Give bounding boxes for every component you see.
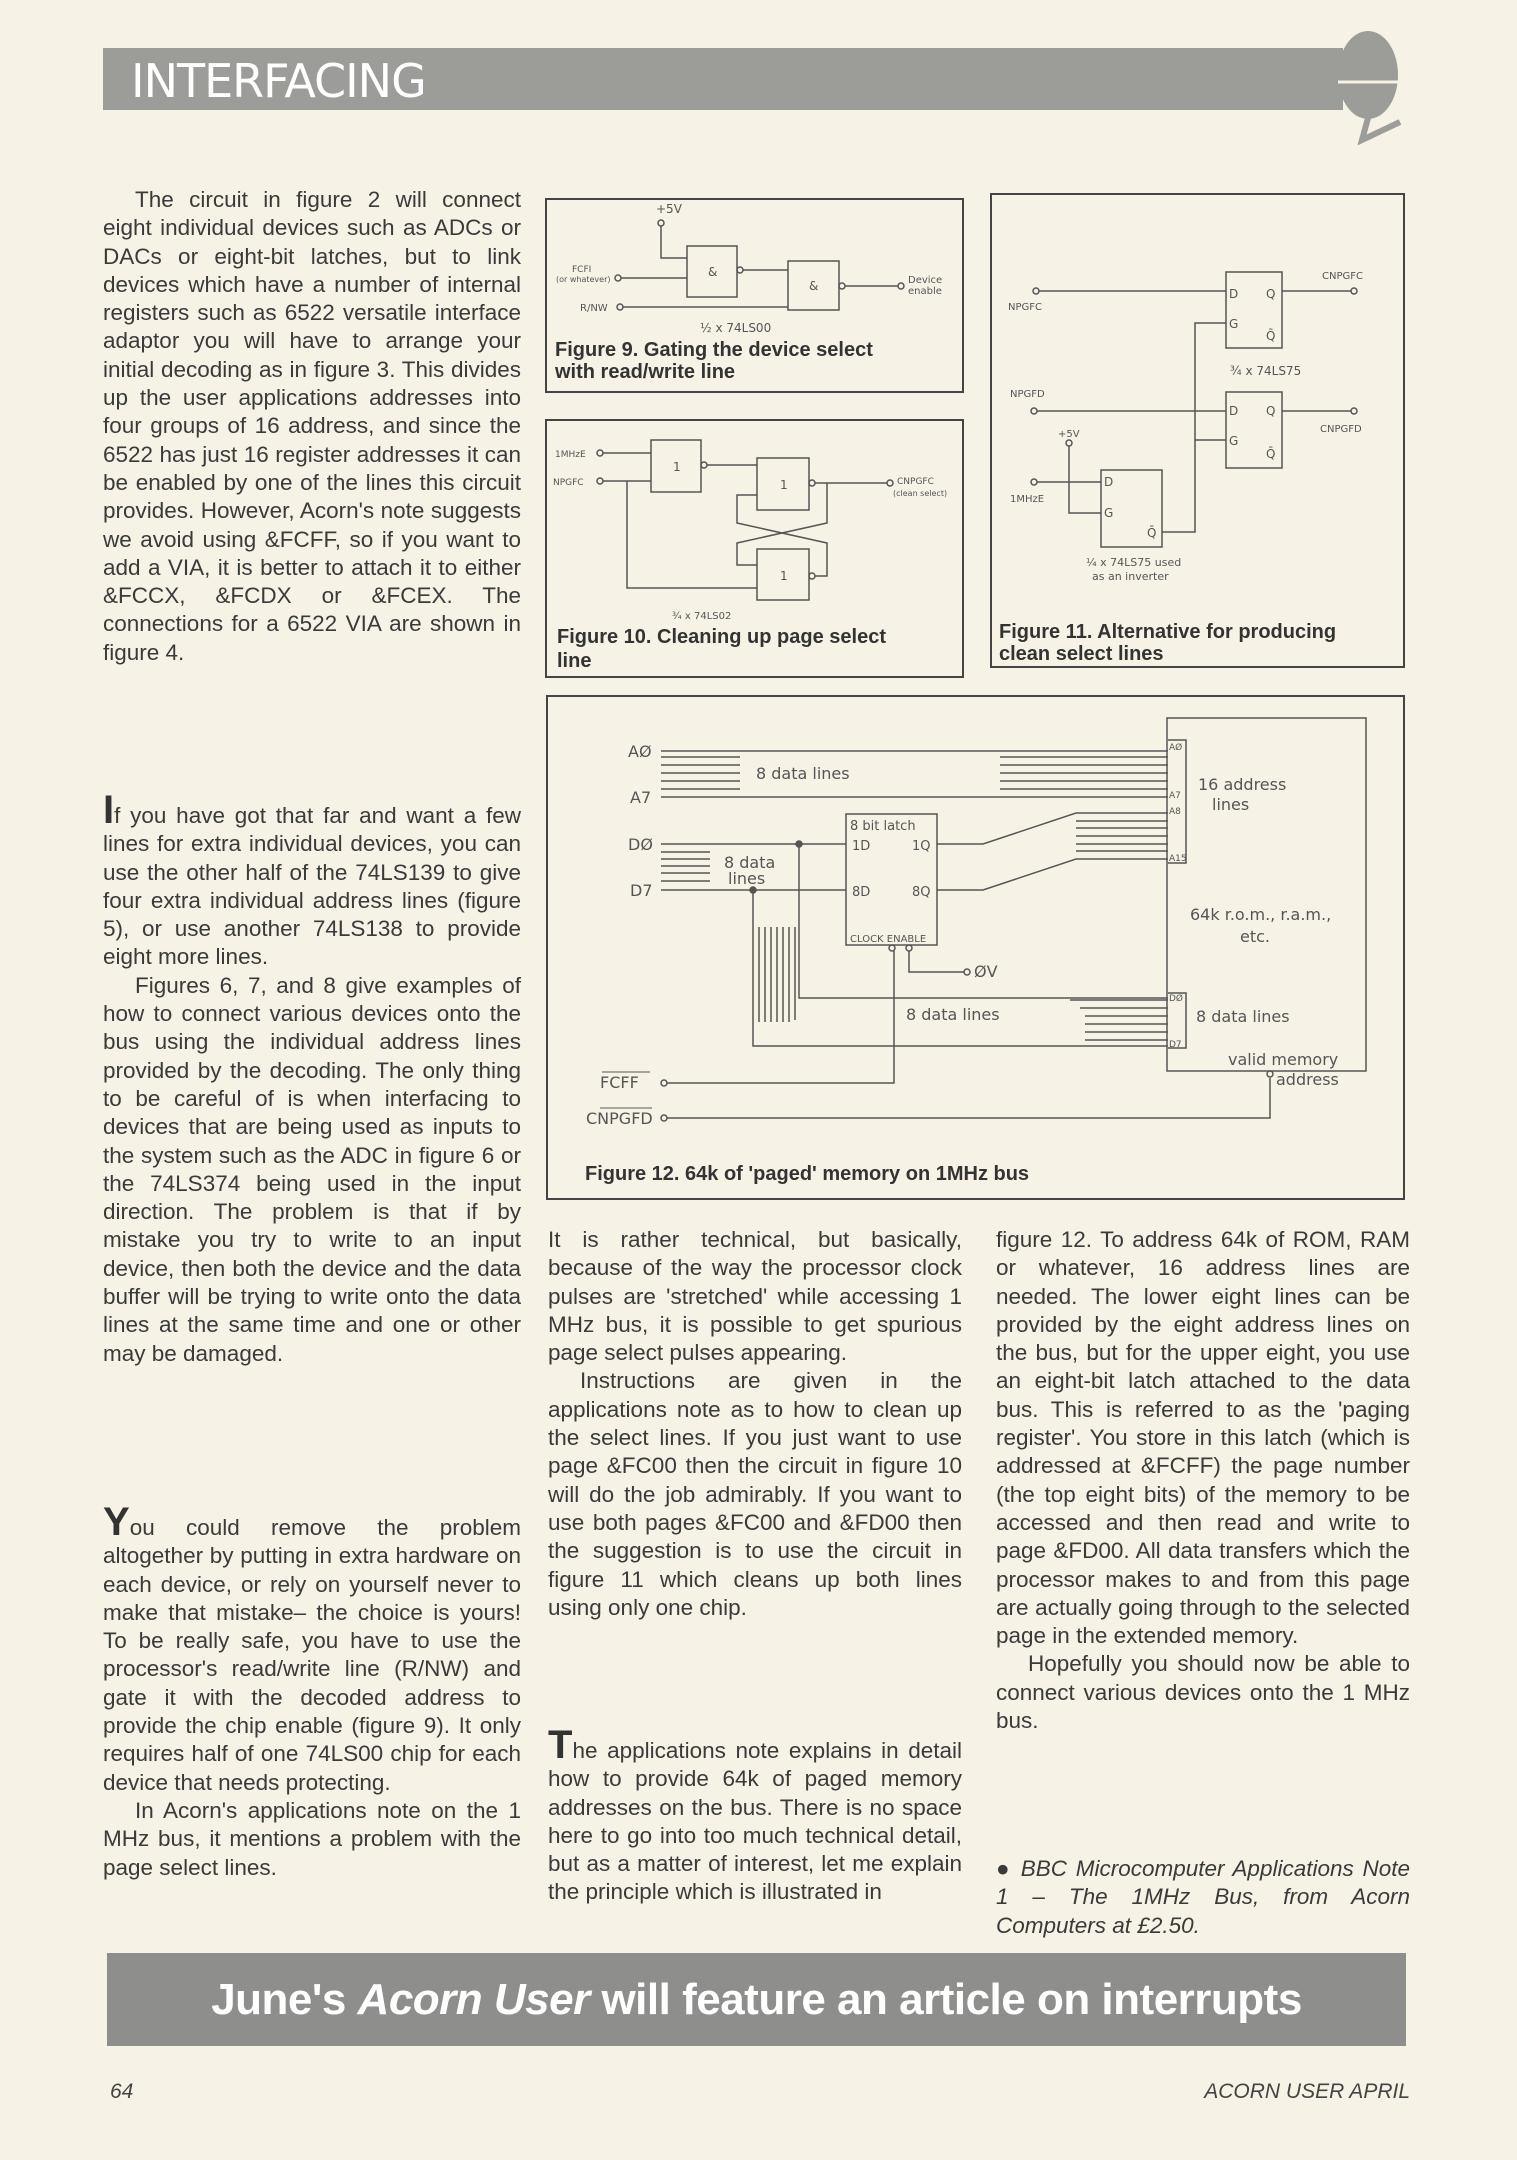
label-8-data-lines: 8 data lines (756, 764, 850, 783)
chip-label: ¾ x 74LS02 (672, 611, 732, 622)
middle-column-block-2 (548, 1723, 962, 1907)
pin-d: D (1229, 404, 1239, 418)
figure-11-caption: Figure 11. Alternative for producing (999, 621, 1337, 643)
pin-qbar: Q̄ (1266, 447, 1276, 461)
drop-cap: Y (103, 1500, 130, 1544)
figure-9 (546, 199, 963, 392)
label-16-address: 16 address (1198, 775, 1287, 794)
next-issue-banner (107, 1953, 1406, 2046)
paragraph: Hopefully you should now be able to connect various devices onto the 1 MHz bus. (996, 1651, 1410, 1734)
label-8-data: 8 data (724, 853, 776, 872)
pin-d: D (1229, 287, 1239, 301)
label-cnpgfd: CNPGFD (586, 1109, 653, 1128)
pin-d0: DØ (1169, 994, 1184, 1004)
label-npgfc: NPGFC (1008, 302, 1042, 313)
reference-note (996, 1855, 1410, 1940)
drop-cap: T (548, 1723, 573, 1767)
label-cnpgfd: CNPGFD (1320, 424, 1362, 435)
pin-a15: A15 (1169, 854, 1187, 864)
banner-text: June's (211, 1975, 358, 2024)
gate-symbol: 1 (780, 569, 788, 583)
drop-cap: I (103, 788, 115, 832)
gate-symbol: & (708, 265, 718, 279)
pin-1d: 1D (852, 839, 871, 854)
label-cnpgfc: CNPGFC (897, 477, 934, 487)
banner-text: will feature an article on interrupts (589, 1975, 1302, 2024)
label-clean-select: (clean select) (893, 489, 948, 498)
figure-10 (546, 420, 963, 677)
issue-footer: ACORN USER APRIL (1204, 2080, 1410, 2103)
right-column-block (996, 1226, 1410, 1735)
inverter-label: as an inverter (1092, 570, 1169, 583)
figure-11-caption: clean select lines (999, 643, 1164, 665)
label-plus5v: +5V (1058, 429, 1080, 440)
reference-note-text: ● BBC Microcomputer Applications Note 1 – The 1MHz Bus, from Acorn Computers at £2.50. (996, 1856, 1410, 1938)
label-address: address (1276, 1070, 1339, 1089)
label-d7: D7 (630, 881, 653, 900)
pin-d7: D7 (1169, 1040, 1182, 1050)
figure-10-caption: Figure 10. Cleaning up page select (557, 626, 886, 648)
paragraph: Instructions are given in the applications note as to how to clean up the select lines. If you just want to use page &FC00 then the circuit in figure 10 will do the job admirably. If you want to use both pages &FC00 and &FD00 then the suggestion is to use the circuit in figure 11 which cleans up both lines using only one chip. (548, 1368, 962, 1620)
figure-10-caption: line (557, 650, 592, 672)
pin-a8: A8 (1169, 807, 1181, 817)
pin-d: D (1104, 475, 1114, 489)
pin-a7: A7 (1169, 791, 1181, 801)
banner-magazine-name: Acorn User (357, 1975, 590, 2024)
label-fcff: FCFF (600, 1073, 639, 1092)
section-title: INTERFACING (131, 54, 426, 108)
paragraph: figure 12. To address 64k of ROM, RAM or whatever, 16 address lines are needed. The lower eight lines can be provided by the eight address lines on the bus, but for the upper eight, you use an eight-bit latch attached to the data bus. This is referred to as the 'paging register'. You store in this latch (which is addressed at &FCFF) the page number (the top eight bits) of the memory to be accessed and then read and write to page &FD00. All data transfers which the processor makes to and from this page are actually going through to the selected page in the extended memory. (996, 1227, 1410, 1649)
label-npgfd: NPGFD (1010, 389, 1045, 400)
label-memory: 64k r.o.m., r.a.m., (1190, 905, 1332, 924)
pin-q: Q (1266, 287, 1276, 301)
label-clock-enable: CLOCK ENABLE (850, 934, 927, 945)
pin-a0: AØ (1169, 743, 1183, 753)
label-a7: A7 (630, 788, 652, 807)
label-or-whatever: (or whatever) (556, 275, 611, 284)
paragraph: In Acorn's applications note on the 1 MHz bus, it mentions a problem with the page select lines. (103, 1797, 521, 1880)
chip-label: ¾ x 74LS75 (1230, 364, 1302, 378)
label-npgfc: NPGFC (553, 478, 584, 488)
label-rnw: R/NW (580, 303, 608, 314)
label-a0: AØ (628, 742, 652, 761)
figure-12-frame (547, 696, 1404, 1199)
figure-12-caption: Figure 12. 64k of 'paged' memory on 1MHz bus (585, 1163, 1030, 1185)
label-1mhze: 1MHzE (555, 450, 586, 460)
paragraph: he applications note explains in detail how to provide 64k of paged memory addresses on the bus. There is no space here to go into too much technical detail, but as a matter of interest, let me explain the principle which is illustrated in (548, 1738, 962, 1905)
gate-symbol: 1 (780, 478, 788, 492)
paragraph: ou could remove the problem altogether by putting in extra hardware on each device, or rely on yourself never to make that mistake– the choice is yours! To be really safe, you have to use the processor's read/write line (R/NW) and gate it with the decoded address to provide the chip enable (figure 9). It only requires half of one 74LS00 chip for each device that needs protecting. (103, 1515, 521, 1795)
gate-symbol: 1 (673, 460, 681, 474)
page-number: 64 (110, 2080, 134, 2103)
figure-9-caption: with read/write line (555, 361, 736, 383)
left-column-block-3 (103, 1500, 521, 1882)
paragraph: Figures 6, 7, and 8 give examples of how to connect various devices onto the bus using the individual address lines provided by the decoding. The only thing to be careful of is when interfacing to devices that are being used as inputs to the system such as the ADC in figure 6 or the 74LS374 being used in the input direction. The problem is that if by mistake you try to write to an input device, then both the device and the data buffer will be trying to write onto the data lines at the same time and one or other may be damaged. (103, 972, 521, 1366)
label-enable: enable (908, 286, 942, 297)
middle-column-block-1 (548, 1226, 962, 1622)
pin-qbar: Q̄ (1266, 329, 1276, 343)
label-8-data-lines: 8 data lines (906, 1005, 1000, 1024)
pin-qbar: Q̄ (1147, 526, 1157, 540)
label-1mhze: 1MHzE (1010, 494, 1045, 505)
pin-8q: 8Q (912, 885, 931, 900)
label-plus5v: +5V (656, 202, 682, 216)
inverter-label: ¼ x 74LS75 used (1086, 556, 1182, 569)
pin-8d: 8D (852, 885, 871, 900)
figure-11 (991, 194, 1404, 667)
pin-g: G (1229, 317, 1239, 331)
label-fcfi: FCFI (572, 265, 592, 275)
pin-1q: 1Q (912, 839, 931, 854)
label-etc: etc. (1240, 927, 1270, 946)
label-8-data-lines: 8 data lines (1196, 1007, 1290, 1026)
left-column-block-2 (103, 788, 521, 1368)
paragraph: f you have got that far and want a few lines for extra individual devices, you can use the other half of the 74LS139 to give four extra individual address lines (figure 5), or use another 74LS138 to provide eight more lines. (103, 803, 521, 970)
label-device: Device (908, 275, 943, 286)
figure-9-caption: Figure 9. Gating the device select (555, 339, 873, 361)
label-d0: DØ (628, 835, 653, 854)
label-cnpgfc: CNPGFC (1322, 271, 1363, 282)
figures-9-10-11 (0, 0, 1517, 720)
label-lines: lines (728, 869, 766, 888)
pin-q: Q (1266, 404, 1276, 418)
label-zero-v: ØV (974, 962, 998, 981)
figure-12 (540, 690, 1420, 1210)
label-lines: lines (1212, 795, 1250, 814)
gate-symbol: & (809, 279, 819, 293)
chip-label: ½ x 74LS00 (700, 321, 772, 335)
pin-g: G (1104, 506, 1114, 520)
paragraph: The circuit in figure 2 will connect eight individual devices such as ADCs or DACs or eight-bit latches, but to link devices which have a number of internal registers such as 6522 versatile interface adaptor you will have to arrange your initial decoding as in figure 3. This divides up the user applications addresses into four groups of 16 address, and since the 6522 has just 16 register addresses it can be enabled by one of the lines this circuit provides. However, Acorn's note suggests we avoid using &FCFF, so if you want to add a VIA, it is better to attach it to either &FCCX, &FCDX or &FCEX. The connections for a 6522 VIA are shown in figure 4. (103, 187, 521, 665)
label-valid-memory: valid memory (1228, 1050, 1339, 1069)
paragraph: It is rather technical, but basically, because of the way the processor clock pulses are 'stretched' while accessing 1 MHz bus, it is possible to get spurious page select pulses appearing. (548, 1227, 962, 1366)
label-8-bit-latch: 8 bit latch (850, 819, 916, 834)
pin-g: G (1229, 434, 1239, 448)
